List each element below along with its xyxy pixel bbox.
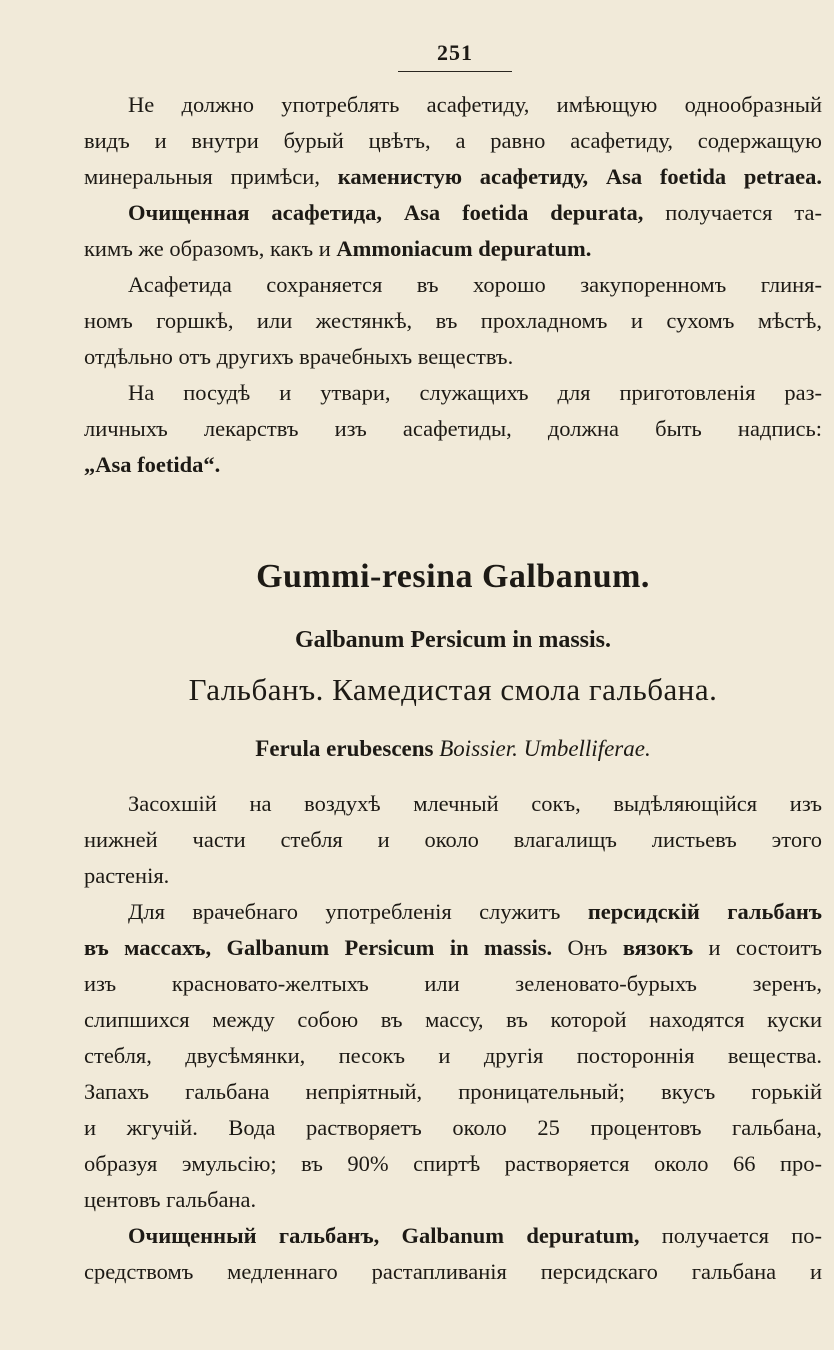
page-number: 251 <box>437 40 473 65</box>
text-line: Запахъ гальбана непріятный, проницательный; вкусъ горькій <box>84 1079 822 1104</box>
text-line: въ массахъ, Galbanum Persicum in massis. Онъ вязокъ и состоитъ <box>84 935 822 960</box>
article-title: Gummi-resina Galbanum. <box>256 558 650 595</box>
text-line: Асафетида сохраняется въ хорошо закупоренномъ глиня- <box>128 272 822 297</box>
text-line: отдѣльно отъ другихъ врачебныхъ веществъ. <box>84 344 514 369</box>
text-line: слипшихся между собою въ массу, въ которой находятся куски <box>84 1007 822 1032</box>
text-line: видъ и внутри бурый цвѣтъ, а равно асафетиду, содержащую <box>84 128 822 153</box>
text-line: средствомъ медленнаго растапливанія персидскаго гальбана и <box>84 1259 822 1284</box>
text-line: Засохшій на воздухѣ млечный сокъ, выдѣляющійся изъ <box>128 791 822 816</box>
asafoetida-text <box>84 87 822 483</box>
plant-family: Umbelliferae. <box>523 736 651 761</box>
text-line: стебля, двусѣмянки, песокъ и другія постороннія вещества. <box>84 1043 822 1068</box>
text-line: образуя эмульсію; въ 90% спиртѣ растворяется около 66 про- <box>84 1151 822 1176</box>
text-line: кимъ же образомъ, какъ и Ammoniacum depuratum. <box>84 236 592 261</box>
text-line: Не должно употреблять асафетиду, имѣющую однообразный <box>128 92 822 117</box>
page-number-rule <box>398 71 512 72</box>
text-line: Очищенная асафетида, Asa foetida depurata, получается та- <box>128 200 822 225</box>
text-line: нижней части стебля и около влагалищъ листьевъ этого <box>84 827 822 852</box>
plant-source <box>84 736 822 762</box>
text-line: личныхъ лекарствъ изъ асафетиды, должна быть надпись: <box>84 416 822 441</box>
text-line: растенія. <box>84 863 170 888</box>
text-line: На посудѣ и утвари, служащихъ для приготовленія раз- <box>128 380 822 405</box>
galbanum-text <box>84 786 822 1290</box>
text-line: Очищенный гальбанъ, Galbanum depuratum, получается по- <box>128 1223 822 1248</box>
text-line: и жгучій. Вода растворяетъ около 25 процентовъ гальбана, <box>84 1115 822 1140</box>
text-line: номъ горшкѣ, или жестянкѣ, въ прохладномъ и сухомъ мѣстѣ, <box>84 308 822 333</box>
text-line: изъ красновато-желтыхъ или зеленовато-бурыхъ зеренъ, <box>84 971 822 996</box>
plant-species: Ferula erubescens <box>255 736 434 761</box>
plant-author: Boissier. <box>439 736 518 761</box>
text-line: центовъ гальбана. <box>84 1187 257 1212</box>
text-line: Для врачебнаго употребленія служитъ персидскій гальбанъ <box>128 899 822 924</box>
russian-name: Гальбанъ. Камедистая смола гальбана. <box>188 672 718 707</box>
latin-name: Galbanum Persicum in massis. <box>294 627 612 653</box>
text-line: „Asa foetida“. <box>84 452 221 477</box>
text-line: минеральныя примѣси, каменистую асафетиду, Asa foetida petraea. <box>84 164 822 189</box>
